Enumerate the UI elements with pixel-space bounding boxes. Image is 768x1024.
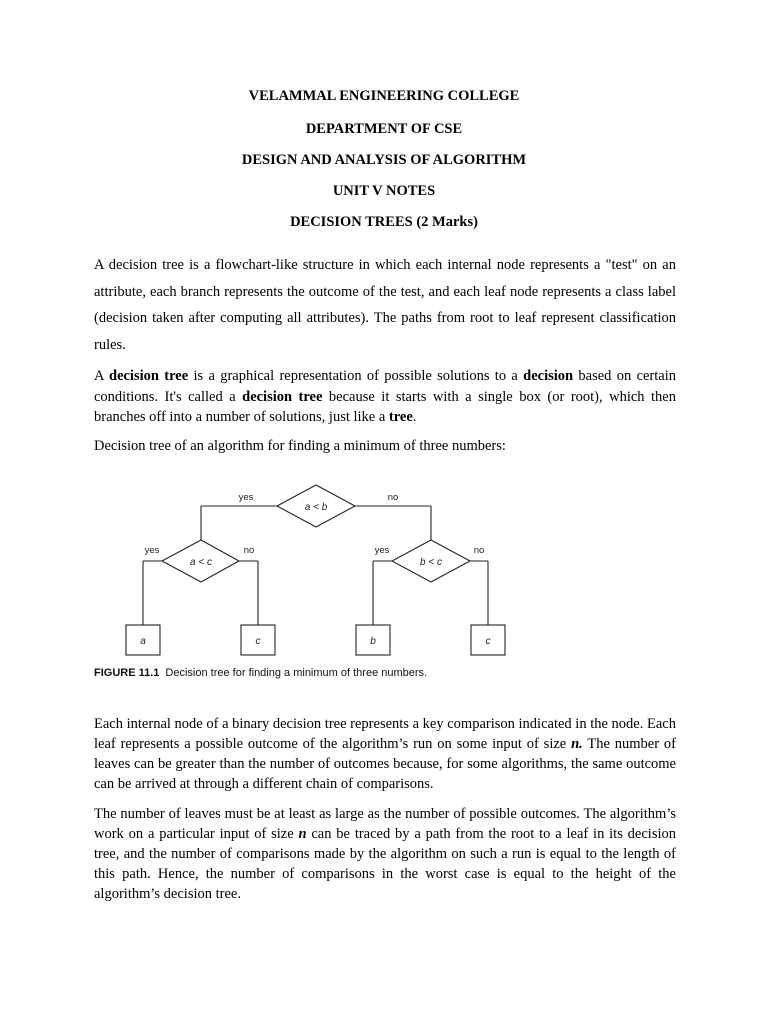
- root-node-label: a < b: [304, 502, 328, 513]
- term-decision: decision: [523, 368, 574, 384]
- branch-label-yes-left: yes: [144, 545, 160, 556]
- internal-node-paragraph: Each internal node of a binary decision tree represents a key comparison indicated in the node. Each leaf represents a possible outcome of the algorithm’s run on some input of size n. The number of leaves can be greater than the number of outcomes because, for some algorithms, the same outcome can be arrived at through a different chain of comparisons.: [94, 716, 676, 792]
- topic-title: DECISION TREES (2 Marks): [290, 214, 478, 230]
- figure-intro-paragraph: Decision tree of an algorithm for finding a minimum of three numbers:: [94, 438, 506, 454]
- branch-label-yes-root: yes: [238, 492, 254, 503]
- leaf-label-4: c: [485, 636, 491, 647]
- branch-label-no-left: no: [243, 545, 255, 556]
- leaf-label-3: b: [370, 636, 376, 647]
- decision-tree-diagram: [94, 478, 514, 684]
- left-node-label: a < c: [190, 557, 212, 568]
- branch-label-no-right: no: [473, 545, 485, 556]
- leaf-label-1: a: [140, 636, 146, 647]
- college-name: VELAMMAL ENGINEERING COLLEGE: [248, 88, 520, 104]
- term-tree: tree: [388, 409, 413, 425]
- figure-caption: [94, 667, 427, 679]
- leaves-comparisons-paragraph: The number of leaves must be at least as large as the number of possible outcomes. The algorithm’s work on a particular input of size n can be traced by a path from the root to a leaf in its decision tree, and the number of comparisons made by the algorithm on such a run is equal to the length of this path. Hence, the number of comparisons in the worst case is equal to the height of the algorithm’s decision tree.: [94, 806, 676, 902]
- course-title: DESIGN AND ANALYSIS OF ALGORITHM: [241, 152, 527, 168]
- decision-tree-figure: [94, 478, 514, 684]
- definition-paragraph: A decision tree is a flowchart-like structure in which each internal node represents a "test" on an attribute, each branch represents the outcome of the test, and each leaf node represents a class label (decision taken after computing all attributes). The paths from root to leaf represent classification rules.: [94, 257, 676, 353]
- term-decision-tree: decision tree: [242, 388, 323, 405]
- figure-caption-label: FIGURE 11.1: [94, 667, 160, 679]
- input-size-variable: n.: [571, 736, 583, 752]
- department-name: DEPARTMENT OF CSE: [305, 121, 463, 137]
- unit-title: UNIT V NOTES: [332, 183, 436, 199]
- term-decision-tree: decision tree: [109, 368, 189, 384]
- branch-label-yes-right: yes: [374, 545, 390, 556]
- graphical-representation-paragraph: A decision tree is a graphical representation of possible solutions to a decision based on certain conditions. It's called a decision tree because it starts with a single box (or root), which then branches off into a number of solutions, just like a tree.: [94, 368, 677, 425]
- branch-label-no-root: no: [387, 492, 399, 503]
- right-node-label: b < c: [420, 557, 442, 568]
- leaf-label-2: c: [255, 636, 261, 647]
- input-size-variable: n: [298, 826, 307, 842]
- figure-caption-text: Decision tree for finding a minimum of three numbers.: [165, 667, 428, 679]
